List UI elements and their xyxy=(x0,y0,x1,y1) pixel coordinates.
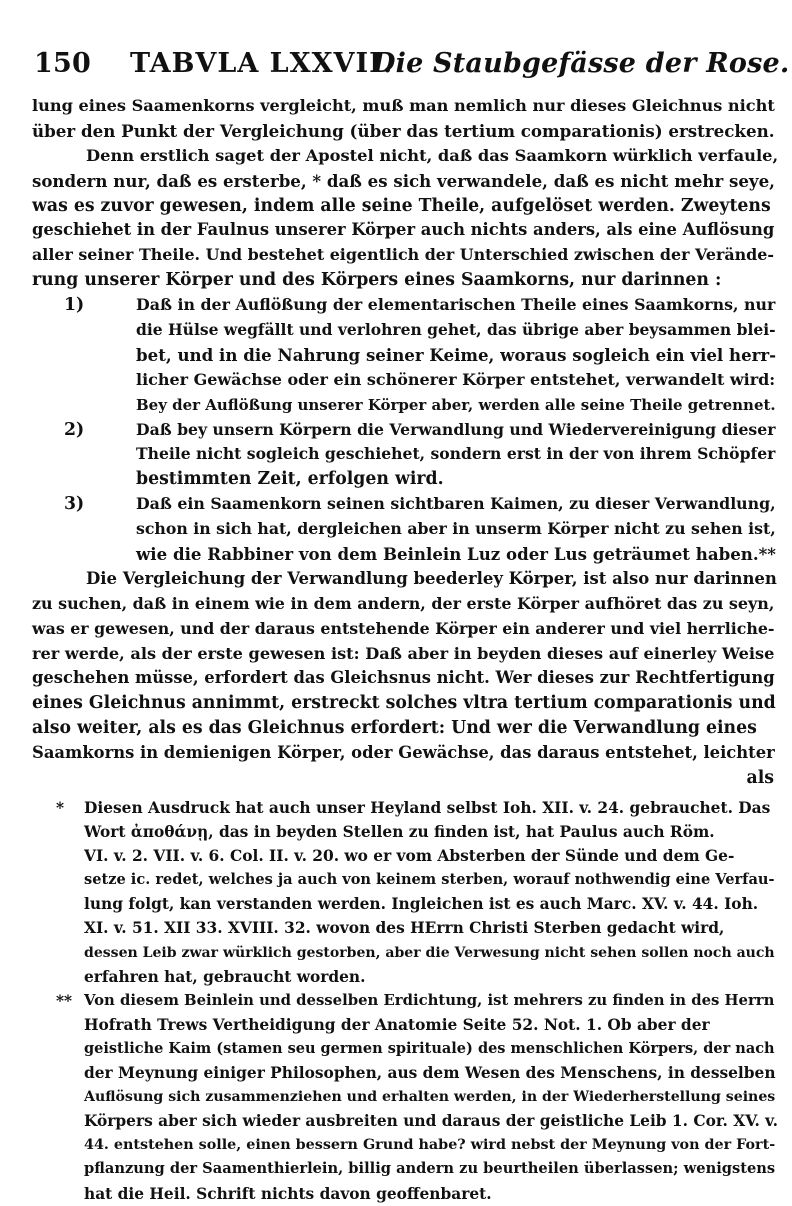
text-line: wie die Rabbiner von dem Beinlein Luz oder Lus geträumet haben.** xyxy=(136,544,776,565)
paragraph-comparison xyxy=(32,567,777,791)
running-header xyxy=(34,48,790,82)
text-line: was es zuvor gewesen, indem alle seine Theile, aufgelöset werden. Zweytens xyxy=(32,195,771,216)
text-line: Daß in der Auflößung der elementarischen Theile eines Saamkorns, nur xyxy=(136,295,776,315)
footnote-line: XI. v. 51. XII 33. XVIII. 32. wovon des HErrn Christi Sterben gedacht wird, xyxy=(84,919,725,938)
tabula-label: TABVLA LXXVII. xyxy=(130,48,394,79)
footnote-line: Auflösung sich zusammenziehen und erhalten werden, in der Wiederherstellung seines xyxy=(84,1089,776,1106)
text-line: rung unserer Körper und des Körpers eines Saamkorns, nur darinnen : xyxy=(32,270,722,291)
text-line: Daß ein Saamenkorn seinen sichtbaren Kaimen, zu dieser Verwandlung, xyxy=(136,494,776,514)
text-line: Saamkorns in demienigen Körper, oder Gewächse, das daraus entstehet, leichter xyxy=(32,743,775,763)
text-line: die Hülse wegfällt und verlohren gehet, das übrige aber beysammen blei- xyxy=(136,320,776,340)
footnote-line: Körpers aber sich wieder ausbreiten und daraus der geistliche Leib 1. Cor. XV. v. xyxy=(84,1112,778,1131)
text-line: zu suchen, daß in einem wie in dem andern, der erste Körper aufhöret das zu seyn, xyxy=(32,593,775,613)
list-number: 2) xyxy=(64,419,85,440)
text-line: aller seiner Theile. Und bestehet eigentlich der Unterschied zwischen der Verände- xyxy=(32,245,774,265)
text-line: Bey der Auflößung unserer Körper aber, werden alle seine Theile getrennet. xyxy=(136,395,776,414)
footnote-line: Wort ἀποθάνῃ, das in beyden Stellen zu finden ist, hat Paulus auch Röm. xyxy=(84,823,715,842)
text-line: sondern nur, daß es ersterbe, * daß es sich verwandele, daß es nicht mehr seye, xyxy=(32,170,775,191)
footnote-line: dessen Leib zwar würklich gestorben, aber die Verwesung nicht sehen sollen noch auch xyxy=(84,944,775,961)
page-number: 150 xyxy=(34,48,91,79)
text-line: schon in sich hat, dergleichen aber in unserm Körper nicht zu sehen ist, xyxy=(136,519,776,539)
text-line: Die Vergleichung der Verwandlung beederley Körper, ist also nur darinnen xyxy=(86,568,777,588)
paragraph-continuation xyxy=(32,94,774,144)
text-line: also weiter, als es das Gleichnus erfordert: Und wer die Verwandlung eines xyxy=(32,718,757,739)
footnote-line: geistliche Kaim (stamen seu germen spirituale) des menschlichen Körpers, der nach xyxy=(84,1039,775,1057)
paragraph-apostle xyxy=(32,144,779,293)
footnote-1 xyxy=(56,796,780,989)
footnote-line: VI. v. 2. VII. v. 6. Col. II. v. 20. wo er vom Absterben der Sünde und dem Ge- xyxy=(84,847,735,866)
footnote-mark: * xyxy=(56,799,65,817)
text-line: geschiehet in der Faulnus unserer Körper auch nichts anders, als eine Auflösung xyxy=(32,220,775,240)
footnote-line: hat die Heil. Schrift nichts davon geoffenbaret. xyxy=(84,1184,492,1203)
footnote-line: 44. entstehen solle, einen bessern Grund habe? wird nebst der Meynung von der Fort- xyxy=(84,1137,776,1154)
text-line: über den Punkt der Vergleichung (über das tertium comparationis) erstrecken. xyxy=(32,120,775,141)
list-item-2 xyxy=(32,418,774,493)
text-line: licher Gewächse oder ein schönerer Körper entstehet, verwandelt wird: xyxy=(136,369,776,389)
footnote-line: erfahren hat, gebraucht worden. xyxy=(84,967,366,986)
footnote-line: Diesen Ausdruck hat auch unser Heyland selbst Ioh. XII. v. 24. gebrauchet. Das xyxy=(84,799,771,817)
text-line: Denn erstlich saget der Apostel nicht, daß das Saamkorn würklich verfaule, xyxy=(86,145,779,165)
footnote-mark: ** xyxy=(56,991,73,1010)
footnotes xyxy=(56,796,780,1206)
list-item-1 xyxy=(32,293,777,417)
text-line: geschehen müsse, erfordert das Gleichsnus nicht. Wer dieses zur Rechtfertigung xyxy=(32,668,775,688)
text-line: Daß bey unsern Körpern die Verwandlung und Wiedervereinigung dieser xyxy=(136,419,776,439)
list-item-3 xyxy=(32,492,774,567)
main-text xyxy=(32,94,779,791)
running-title: Die Staubgefässe der Rose. xyxy=(372,48,790,79)
footnote-line: setze ic. redet, welches ja auch von keinem sterben, worauf nothwendig eine Verfau- xyxy=(84,871,775,889)
footnote-line: Von diesem Beinlein und desselben Erdichtung, ist mehrers zu finden in des Herrn xyxy=(84,991,775,1009)
footnote-2 xyxy=(56,989,780,1206)
footnote-line: pflanzung der Saamenthierlein, billig andern zu beurtheilen überlassen; wenigstens xyxy=(84,1160,776,1178)
list-number: 3) xyxy=(64,494,85,515)
list-number: 1) xyxy=(64,295,85,316)
text-line: eines Gleichnus annimmt, erstreckt solches vltra tertium comparationis und xyxy=(32,693,776,714)
text-line: bet, und in die Nahrung seiner Keime, woraus sogleich ein viel herr- xyxy=(136,344,777,365)
text-line: bestimmten Zeit, erfolgen wird. xyxy=(136,469,444,490)
text-line: lung eines Saamenkorns vergleicht, muß man nemlich nur dieses Gleichnus nicht xyxy=(32,96,775,115)
catchword: als xyxy=(746,768,774,789)
footnote-line: lung folgt, kan verstanden werden. Ingleichen ist es auch Marc. XV. v. 44. Ioh. xyxy=(84,895,759,914)
text-line: was er gewesen, und der daraus entstehende Körper ein anderer und viel herrliche- xyxy=(32,618,775,638)
text-line: rer werde, als der erste gewesen ist: Daß aber in beyden dieses auf einerley Weise xyxy=(32,643,775,663)
text-line: Theile nicht sogleich geschiehet, sondern erst in der von ihrem Schöpfer xyxy=(136,444,776,464)
footnote-line: der Meynung einiger Philosophen, aus dem Wesen des Menschens, in desselben xyxy=(84,1064,776,1083)
footnote-line: Hofrath Trews Vertheidigung der Anatomie Seite 52. Not. 1. Ob aber der xyxy=(84,1015,710,1034)
